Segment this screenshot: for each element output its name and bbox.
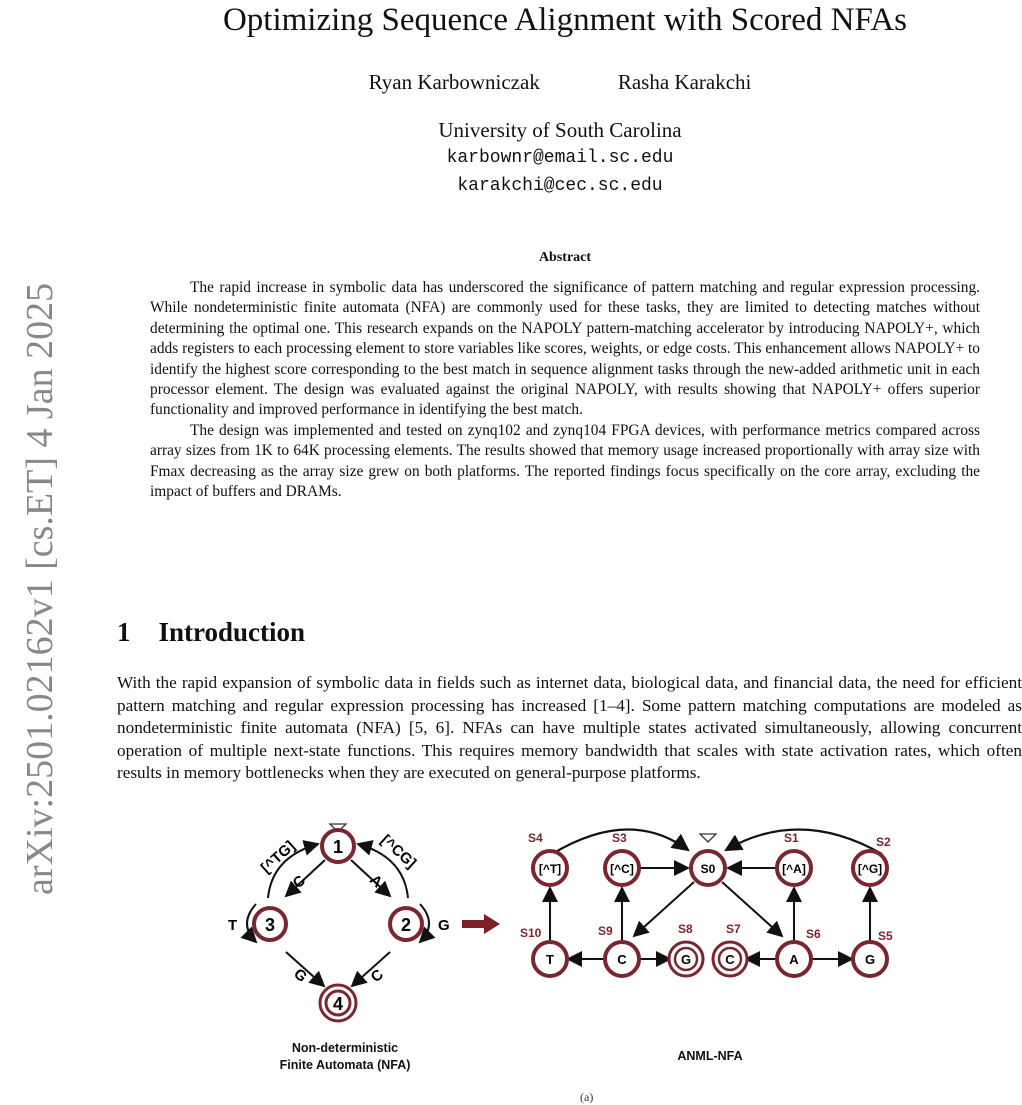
intro-paragraph: With the rapid expansion of symbolic data in fields such as internet data, biological data, and financial data, the need for efficient pattern matching and regular expression processing has increased [1–4]. Some pattern matching computations are modeled as nondeterministic finite automata (NFA) [5, 6]. NFAs can have multiple states activated simultaneously, allowing concurrent operation of multiple next-state functions. This requires memory bandwidth that scales with state activation rates, which often results in memory bottlenecks when they are executed on general-purpose platforms. — [117, 673, 1022, 783]
nfa-caption-line: Non-deterministic — [291, 1041, 399, 1055]
state-name: S1 — [784, 831, 799, 845]
state-symbol: C — [617, 952, 627, 967]
state-name: S4 — [528, 831, 543, 845]
email-address[interactable]: karakchi@cec.sc.edu — [457, 176, 663, 196]
arxiv-identifier: arXiv:2501.02162v1 [cs.ET] 4 Jan 2025 — [19, 282, 61, 895]
state-symbol: G — [864, 952, 876, 967]
nfa-diagram — [228, 824, 450, 1021]
nfa-state-label: 1 — [332, 837, 344, 857]
state-symbol: [^G] — [857, 862, 883, 876]
anml-caption: ANML-NFA — [677, 1049, 743, 1063]
nfa-caption — [265, 1040, 425, 1074]
state-name: S3 — [612, 831, 627, 845]
edge-label: T — [228, 917, 238, 934]
affiliation: University of South Carolina — [438, 118, 682, 142]
author-name: Ryan Karbowniczak — [368, 70, 540, 94]
state-name: S8 — [678, 922, 693, 936]
edge-label: [^CG] — [377, 831, 420, 872]
state-symbol: G — [680, 952, 692, 967]
figure-nfa-anml — [210, 812, 950, 1097]
nfa-caption-line: Finite Automata (NFA) — [279, 1058, 411, 1072]
paper-title: Optimizing Sequence Alignment with Scored NFAs — [222, 2, 908, 38]
state-name: S5 — [878, 929, 893, 943]
author-name: Rasha Karakchi — [617, 70, 752, 94]
edge-label: A — [366, 871, 386, 892]
state-name: S9 — [598, 924, 613, 938]
state-symbol: S0 — [700, 862, 716, 876]
email-address[interactable]: karbownr@email.sc.edu — [446, 148, 674, 168]
state-symbol: [^T] — [538, 862, 562, 876]
edge-label: C — [289, 872, 309, 892]
state-name: S10 — [520, 926, 542, 940]
abstract-paragraph: The rapid increase in symbolic data has underscored the significance of pattern matching and regular expression processing. While nondeterministic finite automata (NFA) are commonly used for these tasks, they are limited to detecting matches without determining the optimal one. This research expands on the NAPOLY pattern-matching accelerator by introducing NAPOLY+, which adds registers to each processing element to store variables like scores, weights, or edge costs. This enhancement allows NAPOLY+ to identify the highest score corresponding to the best match in sequence alignment tasks through the new-added arithmetic unit in each processor element. The design was evaluated against the original NAPOLY, with results showing that NAPOLY+ offers superior functionality and improved performance in identifying the best match. — [150, 279, 980, 419]
edge-label: G — [290, 965, 311, 986]
section-heading — [117, 617, 997, 648]
state-name: S6 — [806, 927, 821, 941]
abstract-body — [150, 278, 980, 502]
introduction-body — [117, 672, 1022, 785]
section-number: 1 — [117, 617, 131, 647]
edge-label: [^TG] — [257, 837, 299, 877]
state-symbol: T — [546, 952, 554, 967]
arxiv-side-stamp — [8, 175, 68, 895]
anml-diagram — [520, 829, 893, 976]
subfigure-caption: (a) — [580, 1090, 594, 1104]
arxiv-stamp-svg — [8, 175, 68, 895]
edge-label: G — [438, 917, 450, 934]
state-symbol: [^C] — [610, 862, 634, 876]
nfa-state-label: 3 — [264, 915, 276, 935]
transform-arrow-icon — [462, 914, 500, 934]
section-title: Introduction — [158, 617, 306, 647]
edge-label: C — [367, 966, 387, 986]
abstract-paragraph: The design was implemented and tested on zynq102 and zynq104 FPGA devices, with performance metrics compared across array sizes from 1K to 64K processing elements. The results showed that memory usage increased proportionally with array size with Fmax decreasing as the array size grew on both platforms. The reported findings focus specifically on the core array, excluding the impact of buffers and DRAMs. — [150, 421, 980, 501]
start-marker-icon — [700, 834, 716, 842]
state-symbol: C — [725, 952, 735, 967]
author-list — [310, 70, 810, 95]
state-symbol: A — [789, 952, 799, 967]
arc-s2-s0 — [726, 829, 882, 854]
state-name: S2 — [876, 835, 891, 849]
nfa-state-label: 4 — [332, 994, 344, 1014]
nfa-state-label: 2 — [400, 915, 412, 935]
abstract-heading: Abstract — [538, 250, 592, 265]
state-name: S7 — [726, 922, 741, 936]
affiliation-block — [330, 116, 790, 200]
state-symbol: [^A] — [782, 862, 806, 876]
